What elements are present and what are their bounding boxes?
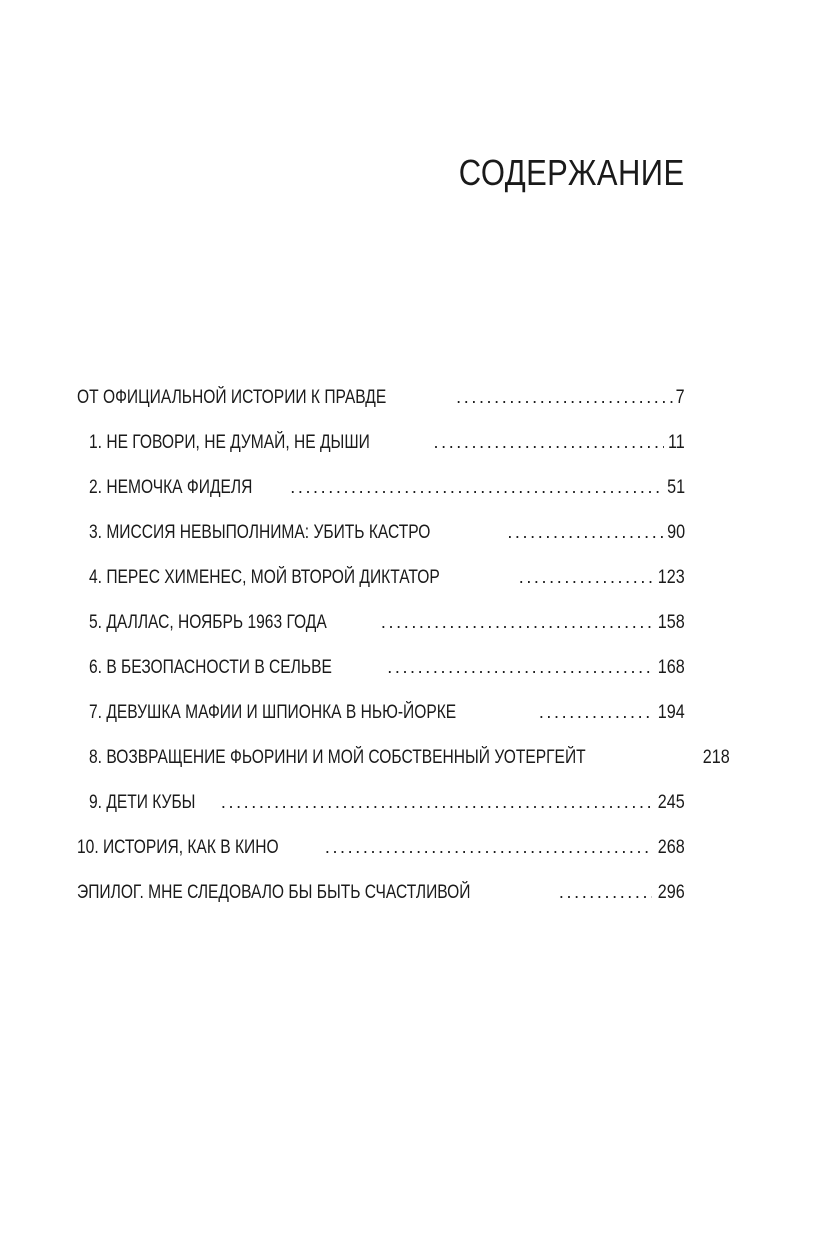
toc-entry[interactable]	[77, 565, 685, 610]
toc-entry-title: 2. НЕМОЧКА ФИДЕЛЯ	[89, 477, 253, 498]
toc-entry-title: 3. МИССИЯ НЕВЫПОЛНИМА: УБИТЬ КАСТРО	[89, 522, 431, 543]
toc-entry[interactable]	[77, 610, 685, 655]
toc-entry-page: 158	[658, 612, 685, 633]
toc-entry[interactable]	[77, 520, 685, 565]
dot-leader	[290, 475, 663, 499]
dot-leader	[221, 790, 652, 814]
toc-entry-page: 168	[658, 657, 685, 678]
dot-leader	[381, 610, 652, 634]
toc-entry[interactable]	[77, 790, 685, 835]
dot-leader	[539, 700, 652, 724]
toc-entry[interactable]	[77, 475, 685, 520]
dot-leader	[519, 565, 653, 589]
toc-entry-title: 5. ДАЛЛАС, НОЯБРЬ 1963 ГОДА	[89, 612, 327, 633]
toc-entry-page: 268	[658, 837, 685, 858]
toc-entry[interactable]	[77, 385, 685, 430]
dot-leader	[456, 385, 673, 409]
toc-entry-page: 51	[667, 477, 685, 498]
toc-entry-title: 8. ВОЗВРАЩЕНИЕ ФЬОРИНИ И МОЙ СОБСТВЕННЫЙ УОТЕРГЕЙТ	[89, 747, 586, 768]
toc-entry-page: 90	[667, 522, 685, 543]
table-of-contents	[77, 385, 730, 925]
toc-entry-page: 296	[658, 882, 685, 903]
toc-entry-page: 218	[702, 747, 730, 768]
toc-entry-title: 7. ДЕВУШКА МАФИИ И ШПИОНКА В НЬЮ-ЙОРКЕ	[89, 702, 457, 723]
dot-leader	[325, 835, 652, 859]
toc-entry-title: 4. ПЕРЕС ХИМЕНЕС, МОЙ ВТОРОЙ ДИКТАТОР	[89, 567, 440, 588]
toc-entry-page: 11	[668, 432, 685, 453]
toc-entry[interactable]	[77, 835, 685, 880]
toc-entry-title: ОТ ОФИЦИАЛЬНОЙ ИСТОРИИ К ПРАВДЕ	[77, 387, 387, 408]
toc-entry-title: 10. ИСТОРИЯ, КАК В КИНО	[77, 837, 279, 858]
toc-entry[interactable]	[77, 700, 685, 745]
page-title: СОДЕРЖАНИЕ	[459, 152, 685, 193]
toc-entry-page: 194	[658, 702, 685, 723]
toc-entry-title: ЭПИЛОГ. МНЕ СЛЕДОВАЛО БЫ БЫТЬ СЧАСТЛИВОЙ	[77, 882, 471, 903]
toc-entry-title: 6. В БЕЗОПАСНОСТИ В СЕЛЬВЕ	[89, 657, 332, 678]
toc-entry-page: 7	[676, 387, 685, 408]
toc-entry[interactable]	[77, 745, 730, 790]
dot-leader	[433, 430, 664, 454]
dot-leader	[387, 655, 652, 679]
toc-entry-title: 1. НЕ ГОВОРИ, НЕ ДУМАЙ, НЕ ДЫШИ	[89, 432, 370, 453]
dot-leader	[507, 520, 663, 544]
dot-leader	[559, 880, 652, 904]
toc-entry[interactable]	[77, 880, 685, 925]
toc-entry-page: 245	[658, 792, 685, 813]
toc-entry[interactable]	[77, 655, 685, 700]
toc-entry-title: 9. ДЕТИ КУБЫ	[89, 792, 196, 813]
toc-entry-page: 123	[658, 567, 685, 588]
toc-entry[interactable]	[77, 430, 685, 475]
